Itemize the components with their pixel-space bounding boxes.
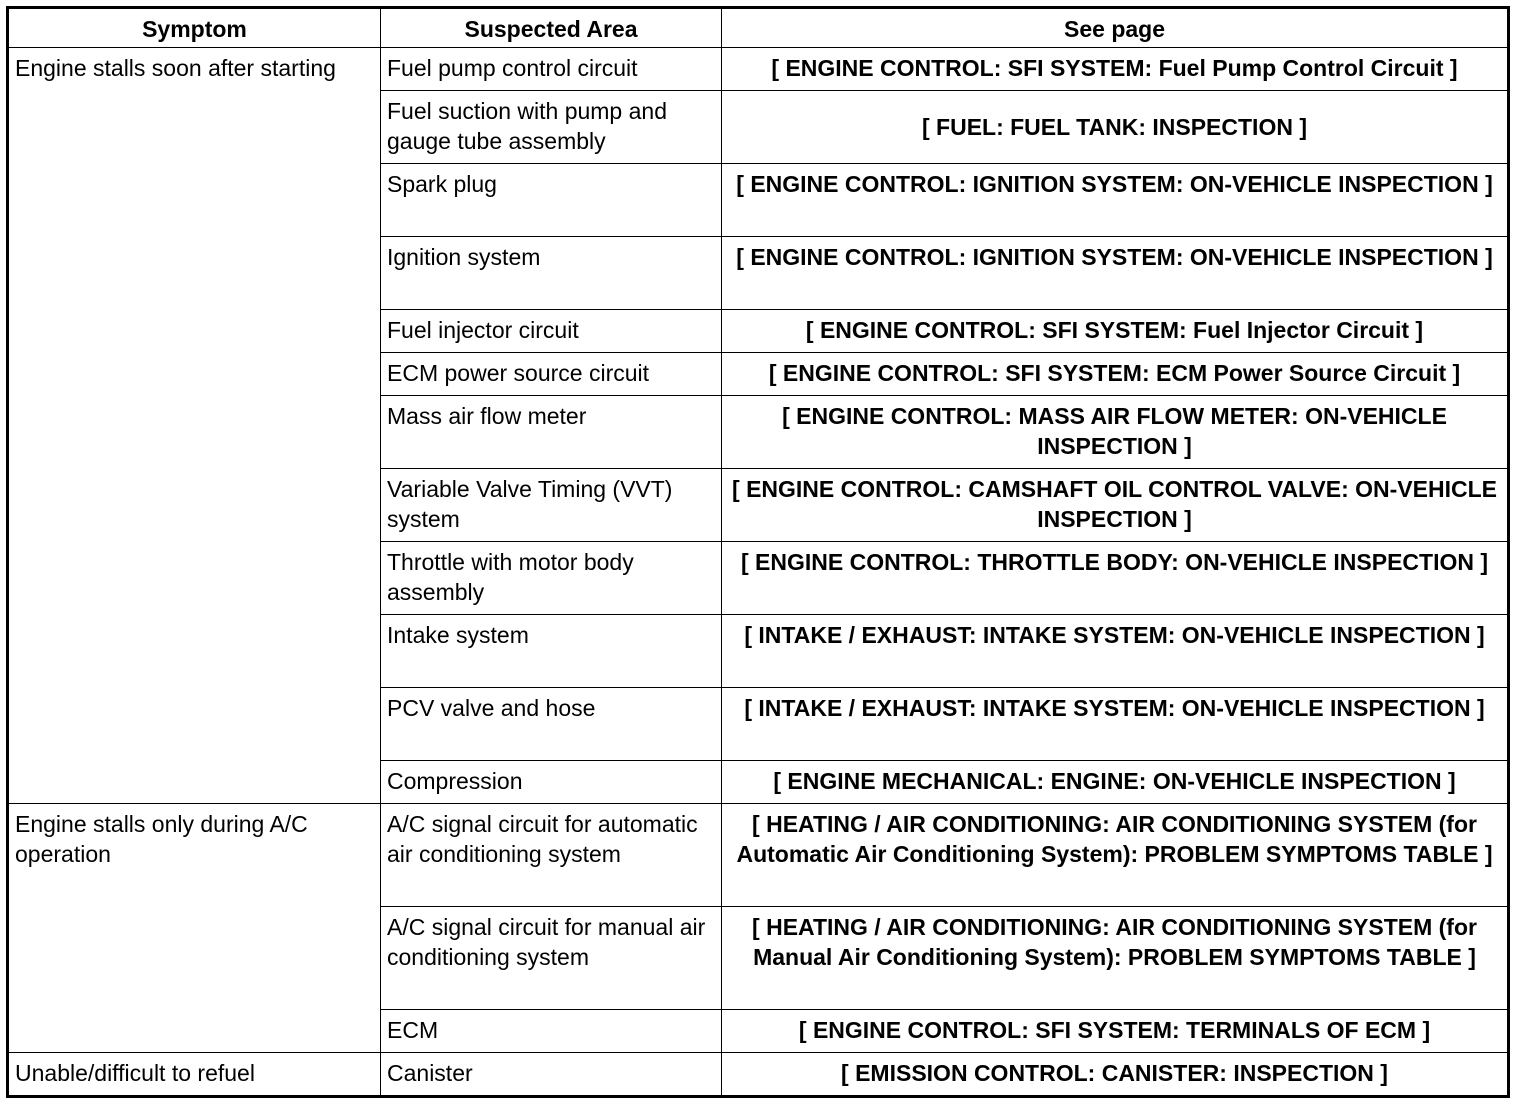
see-page-link[interactable]: [ FUEL: FUEL TANK: INSPECTION ] bbox=[722, 91, 1509, 164]
suspected-area-cell: Variable Valve Timing (VVT) system bbox=[381, 469, 722, 542]
see-page-link[interactable]: [ EMISSION CONTROL: CANISTER: INSPECTION ] bbox=[722, 1053, 1509, 1097]
suspected-area-cell: Fuel pump control circuit bbox=[381, 48, 722, 91]
header-suspected-area: Suspected Area bbox=[381, 8, 722, 48]
see-page-link[interactable]: [ INTAKE / EXHAUST: INTAKE SYSTEM: ON-VEHICLE INSPECTION ] bbox=[722, 688, 1509, 761]
see-page-link[interactable]: [ HEATING / AIR CONDITIONING: AIR CONDITIONING SYSTEM (for Automatic Air Conditioning System): PROBLEM SYMPTOMS TABLE ] bbox=[722, 804, 1509, 907]
see-page-link[interactable]: [ ENGINE CONTROL: MASS AIR FLOW METER: ON-VEHICLE INSPECTION ] bbox=[722, 396, 1509, 469]
suspected-area-cell: Intake system bbox=[381, 615, 722, 688]
table-row bbox=[8, 1053, 1509, 1097]
suspected-area-cell: A/C signal circuit for automatic air conditioning system bbox=[381, 804, 722, 907]
table-row bbox=[8, 804, 1509, 907]
suspected-area-cell: Mass air flow meter bbox=[381, 396, 722, 469]
suspected-area-cell: Fuel suction with pump and gauge tube assembly bbox=[381, 91, 722, 164]
see-page-link[interactable]: [ ENGINE CONTROL: SFI SYSTEM: ECM Power Source Circuit ] bbox=[722, 353, 1509, 396]
header-symptom: Symptom bbox=[8, 8, 381, 48]
see-page-link[interactable]: [ HEATING / AIR CONDITIONING: AIR CONDITIONING SYSTEM (for Manual Air Conditioning System): PROBLEM SYMPTOMS TABLE ] bbox=[722, 907, 1509, 1010]
suspected-area-cell: Spark plug bbox=[381, 164, 722, 237]
suspected-area-cell: Ignition system bbox=[381, 237, 722, 310]
table-row bbox=[8, 48, 1509, 91]
symptom-cell: Unable/difficult to refuel bbox=[8, 1053, 381, 1097]
suspected-area-cell: ECM power source circuit bbox=[381, 353, 722, 396]
suspected-area-cell: Fuel injector circuit bbox=[381, 310, 722, 353]
suspected-area-cell: ECM bbox=[381, 1010, 722, 1053]
see-page-link[interactable]: [ ENGINE CONTROL: SFI SYSTEM: Fuel Pump Control Circuit ] bbox=[722, 48, 1509, 91]
see-page-link[interactable]: [ INTAKE / EXHAUST: INTAKE SYSTEM: ON-VEHICLE INSPECTION ] bbox=[722, 615, 1509, 688]
see-page-link[interactable]: [ ENGINE CONTROL: SFI SYSTEM: Fuel Injector Circuit ] bbox=[722, 310, 1509, 353]
suspected-area-cell: Canister bbox=[381, 1053, 722, 1097]
see-page-link[interactable]: [ ENGINE CONTROL: CAMSHAFT OIL CONTROL VALVE: ON-VEHICLE INSPECTION ] bbox=[722, 469, 1509, 542]
suspected-area-cell: Compression bbox=[381, 761, 722, 804]
table-header-row bbox=[8, 8, 1509, 48]
see-page-link[interactable]: [ ENGINE CONTROL: IGNITION SYSTEM: ON-VEHICLE INSPECTION ] bbox=[722, 164, 1509, 237]
see-page-link[interactable]: [ ENGINE MECHANICAL: ENGINE: ON-VEHICLE INSPECTION ] bbox=[722, 761, 1509, 804]
see-page-link[interactable]: [ ENGINE CONTROL: SFI SYSTEM: TERMINALS OF ECM ] bbox=[722, 1010, 1509, 1053]
see-page-link[interactable]: [ ENGINE CONTROL: THROTTLE BODY: ON-VEHICLE INSPECTION ] bbox=[722, 542, 1509, 615]
symptom-cell: Engine stalls soon after starting bbox=[8, 48, 381, 804]
see-page-link[interactable]: [ ENGINE CONTROL: IGNITION SYSTEM: ON-VEHICLE INSPECTION ] bbox=[722, 237, 1509, 310]
suspected-area-cell: Throttle with motor body assembly bbox=[381, 542, 722, 615]
problem-symptoms-table bbox=[6, 6, 1510, 1098]
symptom-cell: Engine stalls only during A/C operation bbox=[8, 804, 381, 1053]
suspected-area-cell: PCV valve and hose bbox=[381, 688, 722, 761]
header-see-page: See page bbox=[722, 8, 1509, 48]
suspected-area-cell: A/C signal circuit for manual air conditioning system bbox=[381, 907, 722, 1010]
